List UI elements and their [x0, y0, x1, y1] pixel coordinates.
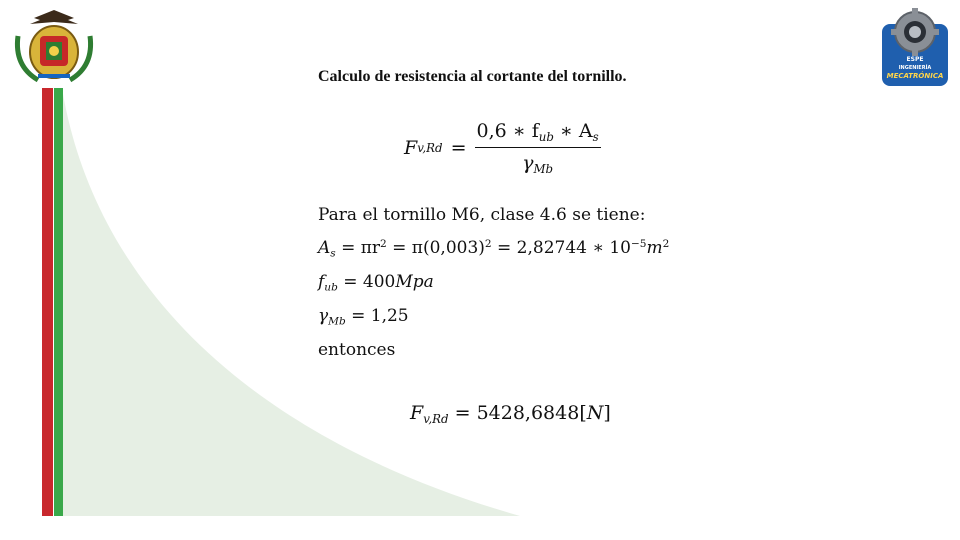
logo-text-ingenieria: INGENIERÍA	[898, 65, 932, 71]
gamma-rhs: = 1,25	[345, 306, 409, 326]
logo-text-mecatronica: MECATRÓNICA	[886, 72, 944, 80]
result-lhs-sub: v,Rd	[423, 412, 449, 427]
result-close: ]	[603, 402, 611, 424]
formula-main	[404, 120, 601, 176]
as-part1: = πr	[335, 238, 381, 258]
then-line: entonces	[318, 340, 396, 360]
formula-lhs: F	[404, 137, 418, 160]
red-stripe	[42, 88, 53, 516]
fub-lhs: f	[318, 272, 325, 292]
fub-rhs: = 400	[337, 272, 396, 292]
result-rhs: = 5428,6848[	[448, 402, 587, 424]
denominator-sub: Mb	[533, 162, 554, 177]
result-formula	[410, 402, 611, 426]
as-exp3: −5	[630, 238, 647, 251]
formula-numerator	[475, 120, 601, 148]
numerator-text: 0,6 ∗ f	[476, 120, 539, 142]
numerator-sub: ub	[538, 130, 554, 145]
numerator-mid: ∗ A	[553, 120, 593, 142]
as-exp2: 2	[484, 238, 492, 251]
slide-title: Calculo de resistencia al cortante del tornillo.	[318, 68, 627, 85]
fub-line	[318, 272, 434, 294]
as-exp1: 2	[380, 238, 387, 251]
intro-line: Para el tornillo M6, clase 4.6 se tiene:	[318, 205, 646, 225]
fub-unit: Mpa	[395, 272, 434, 292]
formula-fraction	[475, 120, 601, 176]
as-part2: = π(0,003)	[386, 238, 485, 258]
gamma-lhs-sub: Mb	[328, 315, 346, 328]
green-stripe	[54, 88, 63, 516]
result-lhs: F	[410, 402, 424, 424]
as-exp4: 2	[662, 238, 670, 251]
result-unit: N	[586, 402, 604, 424]
formula-eq: =	[450, 137, 467, 160]
formula-lhs-sub: v,Rd	[417, 141, 443, 156]
as-part4: m	[646, 238, 663, 258]
university-crest-icon	[8, 6, 100, 86]
gamma-line	[318, 306, 409, 328]
as-lhs: A	[318, 238, 331, 258]
denominator-text: γ	[522, 152, 534, 175]
white-stripe	[53, 88, 54, 516]
numerator-sub2: s	[592, 130, 599, 145]
as-part3: = 2,82744 ∗ 10	[491, 238, 631, 258]
logo-text-espe: ESPE	[906, 56, 924, 63]
gamma-lhs: γ	[318, 306, 329, 326]
as-line	[318, 238, 669, 260]
as-lhs-sub: s	[330, 247, 336, 260]
formula-denominator	[522, 148, 553, 176]
espe-mecatronica-gear-logo	[880, 6, 950, 86]
fub-lhs-sub: ub	[324, 281, 338, 294]
